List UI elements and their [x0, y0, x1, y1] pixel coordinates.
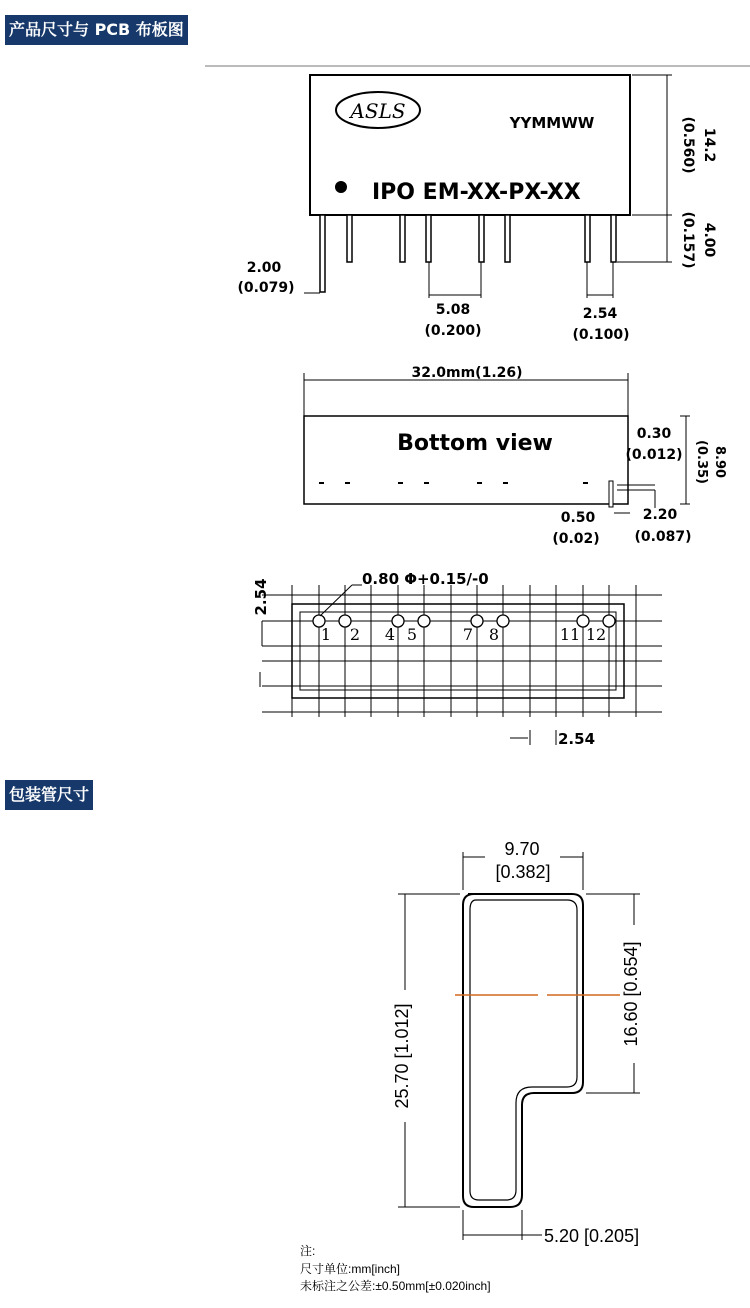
pin-2: [347, 215, 352, 262]
pin-4: [400, 215, 405, 262]
height-label-in: (0.560): [680, 116, 696, 174]
tube-width-label: 9.70: [504, 839, 540, 859]
pitch-group-label-in: (0.200): [424, 323, 482, 339]
tube-outer: [463, 894, 583, 1207]
first-pin-label-in: (0.079): [237, 280, 295, 296]
grid-h-dimension: [510, 730, 556, 745]
tube-drawing: [300, 839, 641, 1293]
bottom-view-body: [304, 416, 628, 504]
hole-label: 0.80 Φ+0.15/-0: [362, 570, 489, 588]
thickness-label: 8.90: [712, 445, 727, 479]
pin-offset-label: 2.20: [642, 507, 678, 523]
pin-offset-label-in: (0.087): [634, 529, 692, 545]
first-pin-label: 2.00: [246, 260, 282, 276]
pin-width-label-in: (0.02): [552, 531, 600, 547]
pcb-grid: [262, 585, 662, 717]
standoff-label: 0.30: [636, 426, 672, 442]
width-label: 32.0mm(1.26): [411, 365, 523, 381]
pin-number-12: 12: [585, 625, 607, 644]
section-header-tube: 包装管尺寸: [5, 780, 93, 810]
note-unit: 尺寸单位:mm[inch]: [300, 1262, 401, 1276]
pin-1: [320, 215, 325, 292]
pin-12: [611, 215, 616, 262]
bottom-view: [304, 365, 727, 547]
pin-number-8: 8: [488, 625, 500, 644]
grid-h-label: 2.54: [558, 730, 596, 748]
bottom-pin-detail: [609, 481, 613, 507]
pitch-group-label: 5.08: [435, 302, 471, 318]
pin-number-5: 5: [406, 625, 418, 644]
module-pins: [320, 215, 616, 292]
pin-number-2: 2: [349, 625, 361, 644]
pitch-group-dimension: [429, 262, 481, 298]
pin-number-1: 1: [320, 625, 332, 644]
pitch-label-in: (0.100): [572, 327, 630, 343]
tube-upper-label: 16.60 [0.654]: [621, 941, 641, 1047]
pin-11: [585, 215, 590, 262]
date-code: YYMMWW: [509, 114, 595, 132]
pin1-dot: [335, 181, 347, 193]
grid-v-label: 2.54: [252, 578, 270, 616]
note-tolerance: 未标注之公差:±0.50mm[±0.020inch]: [300, 1279, 491, 1293]
tube-lip-dimension: [463, 1210, 542, 1240]
pin-number-7: 7: [462, 625, 474, 644]
hole-leader: [320, 585, 352, 616]
pin-length-label-in: (0.157): [680, 211, 696, 269]
logo-text: ASLS: [350, 99, 406, 123]
standoff-label-in: (0.012): [625, 447, 683, 463]
pin-length-label: 4.00: [701, 222, 717, 258]
tube-height-label: 25.70 [1.012]: [392, 1003, 412, 1109]
bottom-view-title: Bottom view: [397, 431, 553, 456]
module-front-view: [237, 75, 717, 343]
pitch-dimension: [587, 262, 613, 298]
part-number: IPO EM-XX-PX-XX: [372, 180, 581, 205]
pin-7: [479, 215, 484, 262]
pcb-layout: [252, 570, 662, 748]
pin-number-11: 11: [559, 625, 581, 644]
pin-numbers: [321, 625, 606, 644]
tube-lip-label: 5.20 [0.205]: [544, 1226, 640, 1246]
hole-5: [418, 615, 430, 627]
pin-5: [426, 215, 431, 262]
pin-8: [505, 215, 510, 262]
height-label: 14.2: [701, 127, 717, 163]
note-title: 注:: [300, 1244, 316, 1258]
section-header-product: 产品尺寸与 PCB 布板图: [5, 15, 188, 45]
pitch-label: 2.54: [582, 306, 618, 322]
thickness-label-in: (0.35): [694, 440, 709, 484]
tube-width-label-in: [0.382]: [495, 862, 551, 882]
pin-width-label: 0.50: [560, 510, 596, 526]
pin-number-4: 4: [384, 625, 396, 644]
